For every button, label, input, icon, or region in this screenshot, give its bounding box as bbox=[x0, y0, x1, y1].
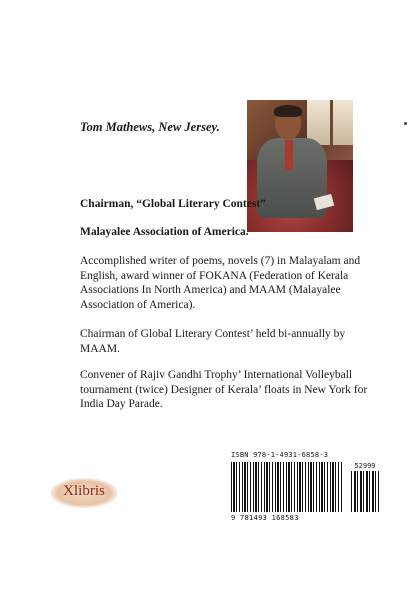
isbn-label: ISBN 978-1-4931-6858-3 bbox=[231, 451, 329, 459]
heading-chairman: Chairman, “Global Literary Contest” bbox=[80, 198, 266, 210]
heading-association: Malayalee Association of America. bbox=[80, 226, 249, 238]
edge-mark bbox=[404, 122, 407, 125]
barcode-digits: 9 781493 168583 bbox=[231, 514, 299, 522]
isbn-barcode bbox=[231, 462, 343, 512]
bio-paragraph-2: Chairman of Global Literary Contest’ held bi-annually by MAAM. bbox=[80, 328, 346, 355]
publisher-logo-text: Xlibris bbox=[63, 483, 105, 499]
photo-person-hair bbox=[274, 105, 302, 117]
photo-window-frame bbox=[330, 100, 333, 145]
price-barcode bbox=[351, 471, 379, 512]
author-photo bbox=[247, 100, 353, 232]
price-code: 52999 bbox=[354, 462, 376, 470]
photo-person-tie bbox=[285, 140, 293, 170]
bio-paragraph-3: Convener of Rajiv Gandhi Trophy’ International Volleyball tournament (twice) Designer of Kerala’ floats in New York for India Day Parade. bbox=[80, 369, 368, 410]
author-line: Tom Mathews, New Jersey. bbox=[80, 120, 220, 134]
publisher-logo bbox=[50, 478, 118, 508]
bio-paragraph-1: Accomplished writer of poems, novels (7) in Malayalam and English, award winner of FOKANA (Federation of Kerala Associations In North America) and MAAM (Malayalee Association of America). bbox=[80, 255, 361, 311]
